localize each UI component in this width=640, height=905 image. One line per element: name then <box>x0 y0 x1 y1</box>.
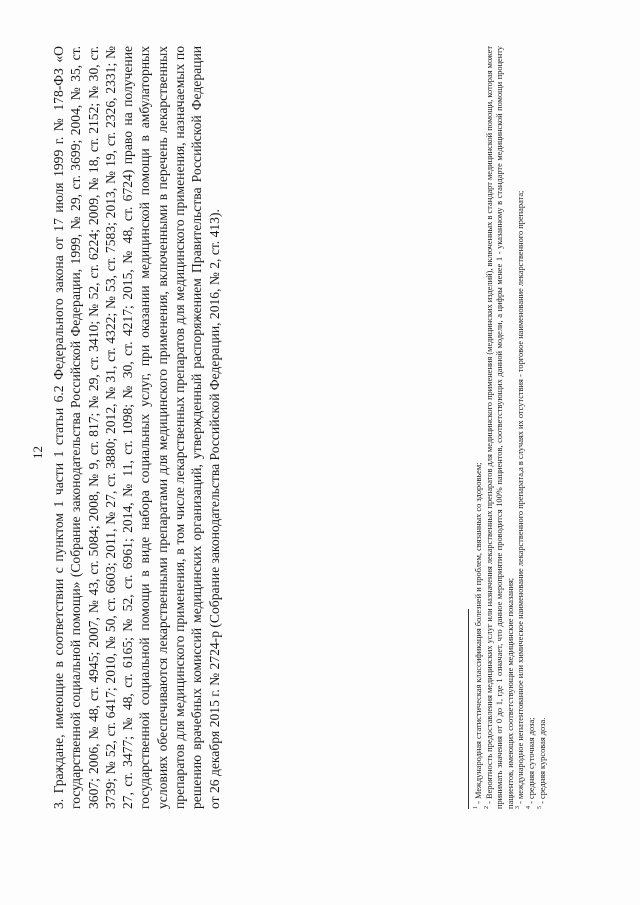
footnote-2 <box>485 46 517 809</box>
footnote-text: - Международная статистическая классификация болезней и проблем, связанных со здоровьем; <box>474 462 483 806</box>
footnote-mark: 4 <box>526 806 533 809</box>
footnote-4 <box>527 46 538 809</box>
footnote-mark: 2 <box>483 806 490 809</box>
footnote-3 <box>516 46 527 809</box>
footnotes <box>474 46 548 809</box>
main-paragraph: 3. Граждане, имеющие в соответствии с пунктом 1 части 1 статьи 6.2 Федерального закона от 17 июля 1999 г. № 178-ФЗ «О государственной социальной помощи» (Собрание законодательства Российской Федерации, 1999, № 29, ст. 3699; 2004, № 35, ст. 3607; 2006, № 48, ст. 4945; 2007, № 43, ст. 5084; 2008, № 9, ст. 817; № 29, ст. 3410; № 52, ст. 6224; 2009, № 18, ст. 2152; № 30, ст. 3739; № 52, ст. 6417; 2010, № 50, ст. 6603; 2011, № 27, ст. 3880; 2012, № 31, ст. 4322; № 53, ст. 7583; 2013, № 19, ст. 2326, 2331; № 27, ст. 3477; № 48, ст. 6165; № 52, ст. 6961; 2014, № 11, ст. 1098; № 30, ст. 4217; 2015, № 48, ст. 6724) право на получение государственной социальной помощи в виде набора социальных услуг, при оказании медицинской помощи в амбулаторных условиях обеспечиваются лекарственными препаратами для медицинского применения, включенными в перечень лекарственных препаратов для медицинского применения, в том числе лекарственных препаратов для медицинского применения, назначаемых по решению врачебных комиссий медицинских организаций, утвержденный распоряжением Правительства Российской Федерации от 26 декабря 2015 г. № 2724-р (Собрание законодательства Российской Федерации, 2016, № 2, ст. 413). <box>51 46 222 809</box>
footnote-text: - средняя курсовая доза. <box>537 717 547 806</box>
footnote-5 <box>538 46 549 809</box>
page-number: 12 <box>30 446 45 459</box>
footnote-1 <box>474 46 485 809</box>
footnote-mark: 3 <box>515 806 522 809</box>
footnote-mark: 5 <box>536 806 543 809</box>
footnote-text: - средняя суточная доза; <box>526 717 536 806</box>
footnote-mark: 1 <box>473 806 480 809</box>
footnote-text: - Вероятность предоставления медицинских услуг или назначения лекарственных препаратов для медицинского применения (медицинских изделий), включенных в стандарт медицинской помощи, которая может принимать значения от 0 до 1, где 1 означает, что данное мероприятие проводится 100% пациентов, соответствующих данной модели, а цифры менее 1 - указанному в стандарте медицинской помощи проценту пациентов, имеющих соответствующие медицинские показания; <box>484 46 515 809</box>
footnote-divider <box>468 609 469 809</box>
footnote-text: - международное непатентованное или химическое наименование лекарственного препарата,а в случаях их отсутствия - торговое наименование лекарственного препарата; <box>516 190 526 806</box>
